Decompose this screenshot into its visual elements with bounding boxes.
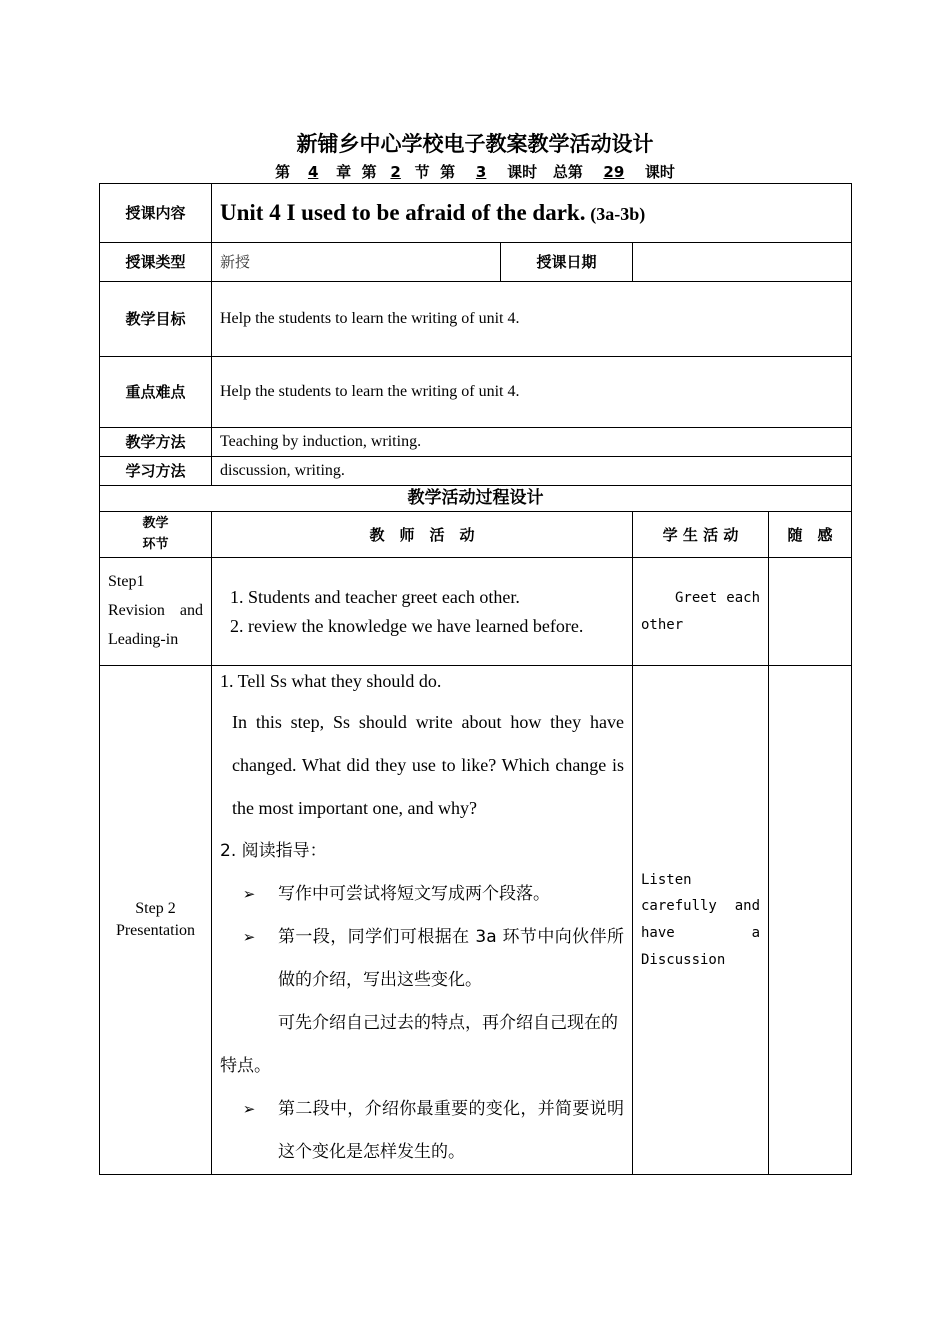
step2-student: Listen carefully and have a Discussion bbox=[633, 666, 769, 1175]
arrow-bullet-icon: ➢ bbox=[242, 885, 256, 903]
step1-notes bbox=[769, 558, 852, 666]
key-label: 重点难点 bbox=[100, 357, 212, 428]
step2-bullet-3: ➢ 第二段中，介绍你最重要的变化，并简要说明这个变化是怎样发生的。 bbox=[220, 1088, 624, 1174]
date-label: 授课日期 bbox=[501, 243, 633, 282]
counter-text: 总第 bbox=[552, 163, 583, 181]
list-item: 2. review the knowledge we have learned before. bbox=[248, 612, 624, 641]
step1-teacher bbox=[212, 558, 633, 666]
lesson-number: 3 bbox=[475, 163, 487, 181]
step1-stage: Step1 Revision and Leading-in bbox=[100, 558, 212, 666]
content-value bbox=[212, 184, 852, 243]
date-value bbox=[633, 243, 852, 282]
goal-label: 教学目标 bbox=[100, 282, 212, 357]
type-value: 新授 bbox=[212, 243, 501, 282]
teach-method-value: Teaching by induction, writing. bbox=[212, 428, 852, 457]
step2-item2: 2. 阅读指导： bbox=[220, 841, 327, 861]
type-label: 授课类型 bbox=[100, 243, 212, 282]
step2-notes bbox=[769, 666, 852, 1175]
counter-text: 课时 bbox=[507, 163, 538, 181]
step2-teacher bbox=[212, 666, 633, 1175]
step2-stage: Step 2 Presentation bbox=[100, 666, 212, 1175]
chapter-number: 4 bbox=[307, 163, 319, 181]
step2-bullet-2-continued: 可先介绍自己过去的特点，再介绍自己现在的特点。 bbox=[220, 1013, 618, 1076]
step2-paragraph: In this step, Ss should write about how they have changed. What did they use to like? Which change is the most important one, and why? bbox=[232, 712, 624, 818]
page-title: 新铺乡中心学校电子教案教学活动设计 bbox=[296, 132, 654, 156]
counter-text: 第 bbox=[440, 163, 456, 181]
teacher-column-header: 教 师 活 动 bbox=[212, 512, 633, 558]
arrow-bullet-icon: ➢ bbox=[242, 1100, 256, 1118]
counter-text: 章 bbox=[336, 163, 352, 181]
step2-bullet-2: ➢ 第一段，同学们可根据在 3a 环节中向伙伴所做的介绍，写出这些变化。 bbox=[220, 916, 624, 1002]
process-title: 教学活动过程设计 bbox=[100, 486, 852, 512]
unit-title: Unit 4 I used to be afraid of the dark. bbox=[220, 200, 586, 226]
learn-method-value: discussion, writing. bbox=[212, 457, 852, 486]
goal-value: Help the students to learn the writing of unit 4. bbox=[212, 282, 852, 357]
section-number: 2 bbox=[390, 163, 401, 181]
counter-text: 第 bbox=[361, 163, 377, 181]
lesson-plan-table bbox=[99, 183, 852, 1175]
stage-column-header: 教学 环节 bbox=[100, 512, 212, 558]
notes-column-header: 随 感 bbox=[769, 512, 852, 558]
step1-teacher-list bbox=[220, 583, 624, 641]
student-column-header: 学 生 活 动 bbox=[633, 512, 769, 558]
content-label: 授课内容 bbox=[100, 184, 212, 243]
key-value: Help the students to learn the writing of unit 4. bbox=[212, 357, 852, 428]
unit-section: (3a-3b) bbox=[590, 204, 646, 225]
step2-item1: 1. Tell Ss what they should do. bbox=[220, 671, 442, 691]
total-lesson-number: 29 bbox=[603, 163, 625, 181]
step2-bullet-1: ➢ 写作中可尝试将短文写成两个段落。 bbox=[220, 873, 624, 916]
counter-text: 课时 bbox=[644, 163, 675, 181]
learn-method-label: 学习方法 bbox=[100, 457, 212, 486]
arrow-bullet-icon: ➢ bbox=[242, 928, 256, 946]
counter-text: 节 bbox=[414, 163, 430, 181]
teach-method-label: 教学方法 bbox=[100, 428, 212, 457]
list-item: 1. Students and teacher greet each other. bbox=[248, 583, 624, 612]
lesson-counter bbox=[0, 161, 950, 182]
counter-text: 第 bbox=[275, 163, 291, 181]
step1-student: Greet each other bbox=[633, 558, 769, 666]
